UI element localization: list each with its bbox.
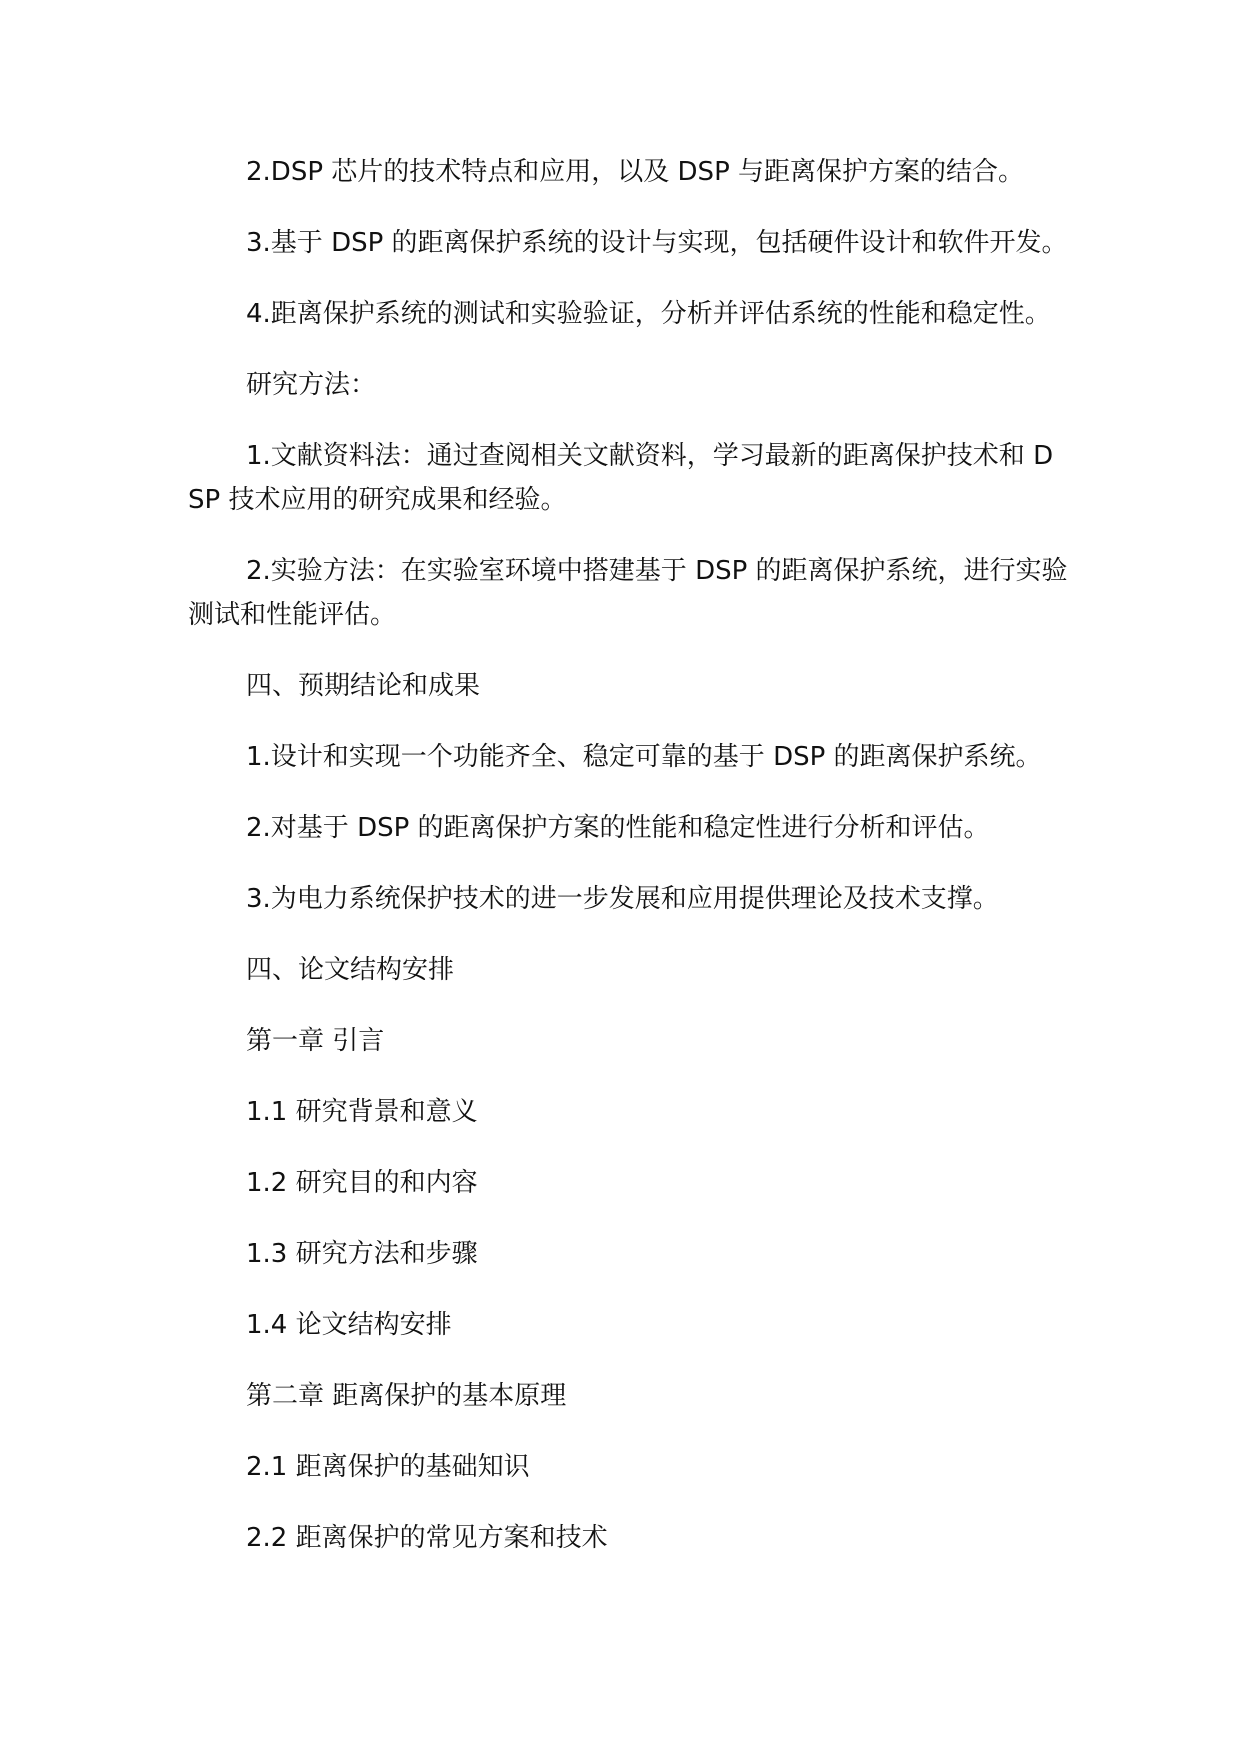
toc-section-2-2: 2.2 距离保护的常见方案和技术: [246, 1523, 608, 1553]
paragraph-result-3: 3.为电力系统保护技术的进一步发展和应用提供理论及技术支撑。: [246, 884, 999, 914]
paragraph-system-design: 3.基于 DSP 的距离保护系统的设计与实现，包括硬件设计和软件开发。: [246, 228, 1068, 258]
paragraph-dsp-features: 2.DSP 芯片的技术特点和应用，以及 DSP 与距离保护方案的结合。: [246, 157, 1025, 187]
heading-expected-results: 四、预期结论和成果: [246, 671, 481, 701]
toc-section-1-1: 1.1 研究背景和意义: [246, 1097, 478, 1127]
paragraph-literature-method: 1.文献资料法：通过查阅相关文献资料，学习最新的距离保护技术和 DSP 技术应用的研究成果和经验。: [188, 441, 1054, 515]
toc-section-2-1: 2.1 距离保护的基础知识: [246, 1452, 530, 1482]
paragraph-experiment-method: 2.实验方法：在实验室环境中搭建基于 DSP 的距离保护系统，进行实验测试和性能评估。: [188, 556, 1068, 630]
toc-section-1-2: 1.2 研究目的和内容: [246, 1168, 478, 1198]
toc-section-1-4: 1.4 论文结构安排: [246, 1310, 452, 1340]
paragraph-result-1: 1.设计和实现一个功能齐全、稳定可靠的基于 DSP 的距离保护系统。: [246, 742, 1042, 772]
heading-research-methods: 研究方法：: [246, 370, 377, 400]
toc-section-1-3: 1.3 研究方法和步骤: [246, 1239, 478, 1269]
toc-chapter-1: 第一章 引言: [246, 1026, 385, 1056]
document-body: [188, 150, 1068, 1587]
paragraph-testing: 4.距离保护系统的测试和实验验证，分析并评估系统的性能和稳定性。: [246, 299, 1051, 329]
paragraph-result-2: 2.对基于 DSP 的距离保护方案的性能和稳定性进行分析和评估。: [246, 813, 990, 843]
toc-chapter-2: 第二章 距离保护的基本原理: [246, 1381, 567, 1411]
heading-thesis-structure: 四、论文结构安排: [246, 955, 455, 985]
